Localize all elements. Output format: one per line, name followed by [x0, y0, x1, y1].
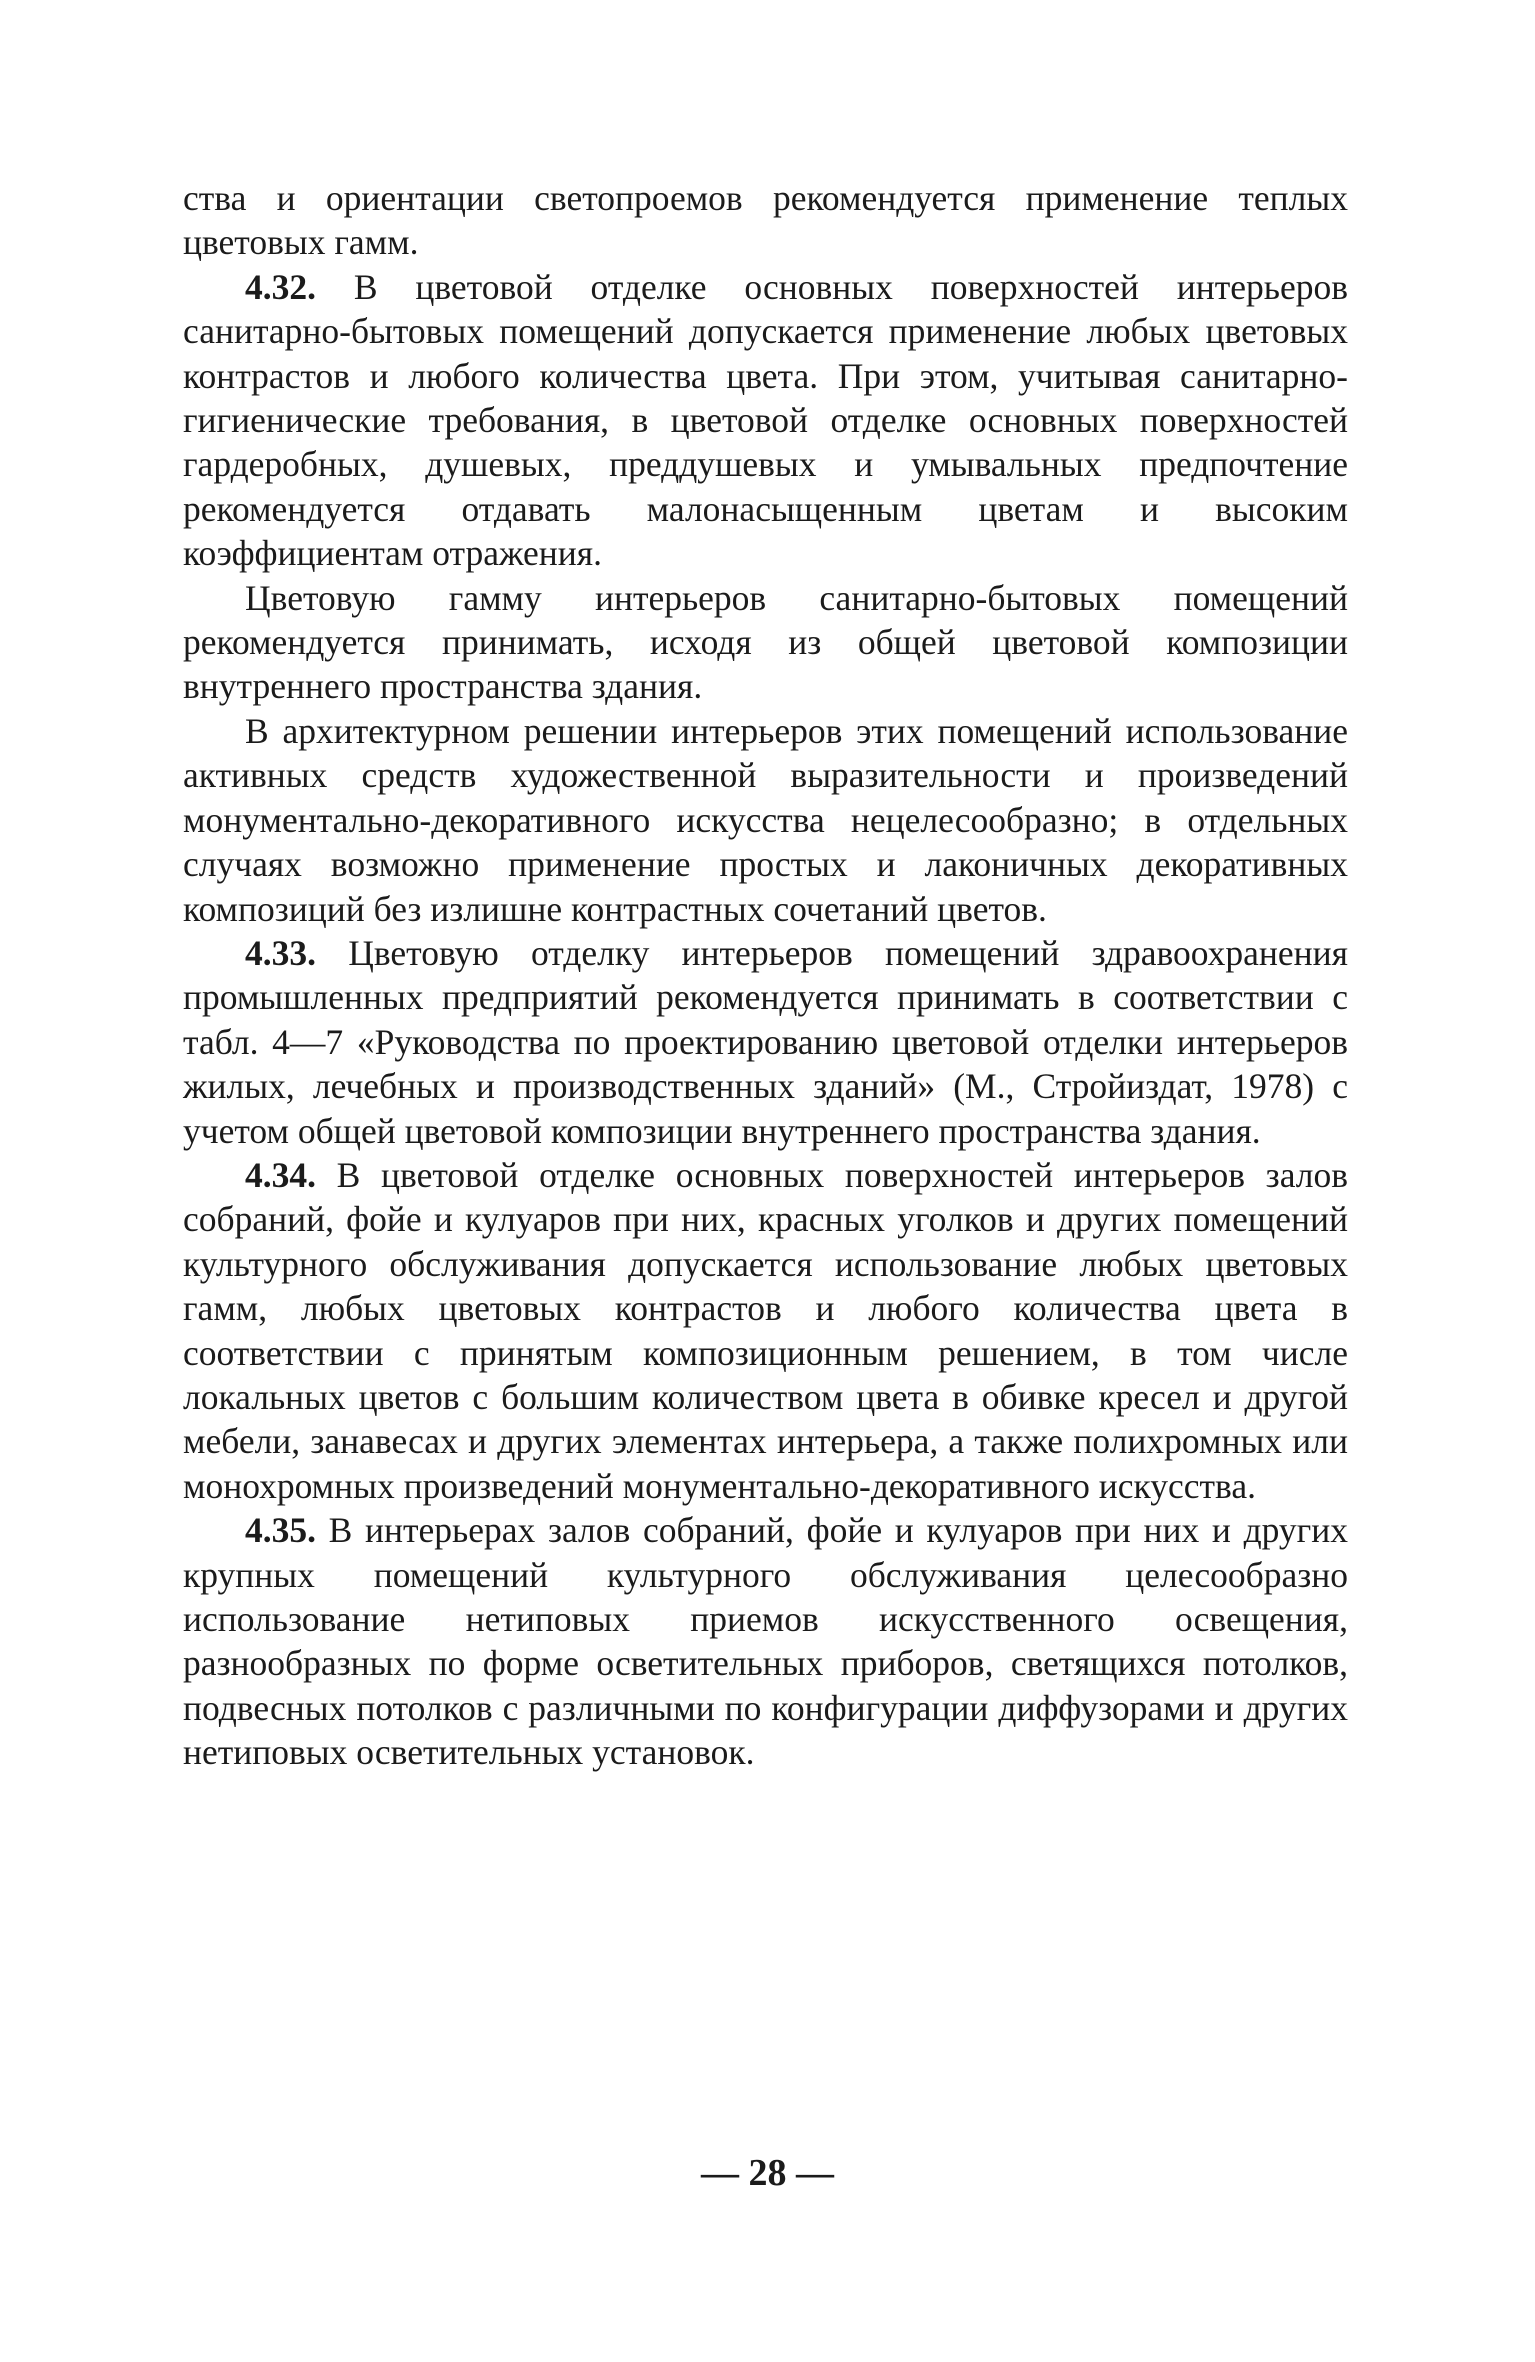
paragraph-4-32: [183, 265, 1348, 576]
paragraph-number: 4.35.: [245, 1510, 316, 1551]
paragraph-number: 4.34.: [245, 1154, 316, 1195]
paragraph-text: Цветовую гамму интерьеров санитарно-бытовых помещений рекомендуется принимать, исходя из общей цветовой композиции внутреннего пространства здания.: [183, 577, 1348, 707]
paragraph-text: В цветовой отделке основных поверхностей интерьеров санитарно-бытовых помещений допускается применение любых цветовых контрастов и любого количества цвета. При этом, учитывая санитарно-гигиенические требования, в цветовой отделке основных поверхностей гардеробных, душевых, преддушевых и умывальных предпочтение рекомендуется отдавать малонасыщенным цветам и высоким коэффициентам отражения.: [183, 266, 1348, 574]
paragraph-text: В архитектурном решении интерьеров этих помещений использование активных средств художественной выразительности и произведений монументально-декоративного искусства нецелесообразно; в отдельных случаях возможно применение простых и лаконичных декоративных композиций без излишне контрастных сочетаний цветов.: [183, 710, 1348, 929]
paragraph-text: В интерьерах залов собраний, фойе и кулуаров при них и других крупных помещений культурного обслуживания целесообразно использование нетиповых приемов искусственного освещения, разнообразных по форме осветительных приборов, светящихся потолков, подвесных потолков с различными по конфигурации диффузорами и других нетиповых осветительных установок.: [183, 1510, 1348, 1773]
paragraph-number: 4.33.: [245, 932, 316, 973]
page-number: — 28 —: [701, 2152, 834, 2194]
paragraph-4-33: [183, 931, 1348, 1153]
paragraph-text: В цветовой отделке основных поверхностей интерьеров залов собраний, фойе и кулуаров при них, красных уголков и других помещений культурного обслуживания допускается использование любых цветовых гамм, любых цветовых контрастов и любого количества цвета в соответствии с принятым композиционным решением, в том числе локальных цветов с большим количеством цвета в обивке кресел и другой мебели, занавесах и других элементах интерьера, а также полихромных или монохромных произведений монументально-декоративного искусства.: [183, 1154, 1348, 1506]
paragraph-number: 4.32.: [245, 266, 316, 307]
paragraph-architectural-solution: [183, 709, 1348, 931]
paragraph-color-scheme: [183, 576, 1348, 709]
paragraph-text: ства и ориентации светопроемов рекомендуется применение теплых цветовых гамм.: [183, 178, 1348, 263]
paragraph-text: Цветовую отделку интерьеров помещений здравоохранения промышленных предприятий рекомендуется принимать в соответствии с табл. 4—7 «Руководства по проектированию цветовой отделки интерьеров жилых, лечебных и производственных зданий» (М., Стройиздат, 1978) с учетом общей цветовой композиции внутреннего пространства здания.: [183, 932, 1348, 1151]
paragraph-4-35: [183, 1508, 1348, 1774]
paragraph-4-34: [183, 1153, 1348, 1508]
paragraph-continuation: [183, 176, 1348, 265]
body-text: [183, 176, 1348, 1775]
